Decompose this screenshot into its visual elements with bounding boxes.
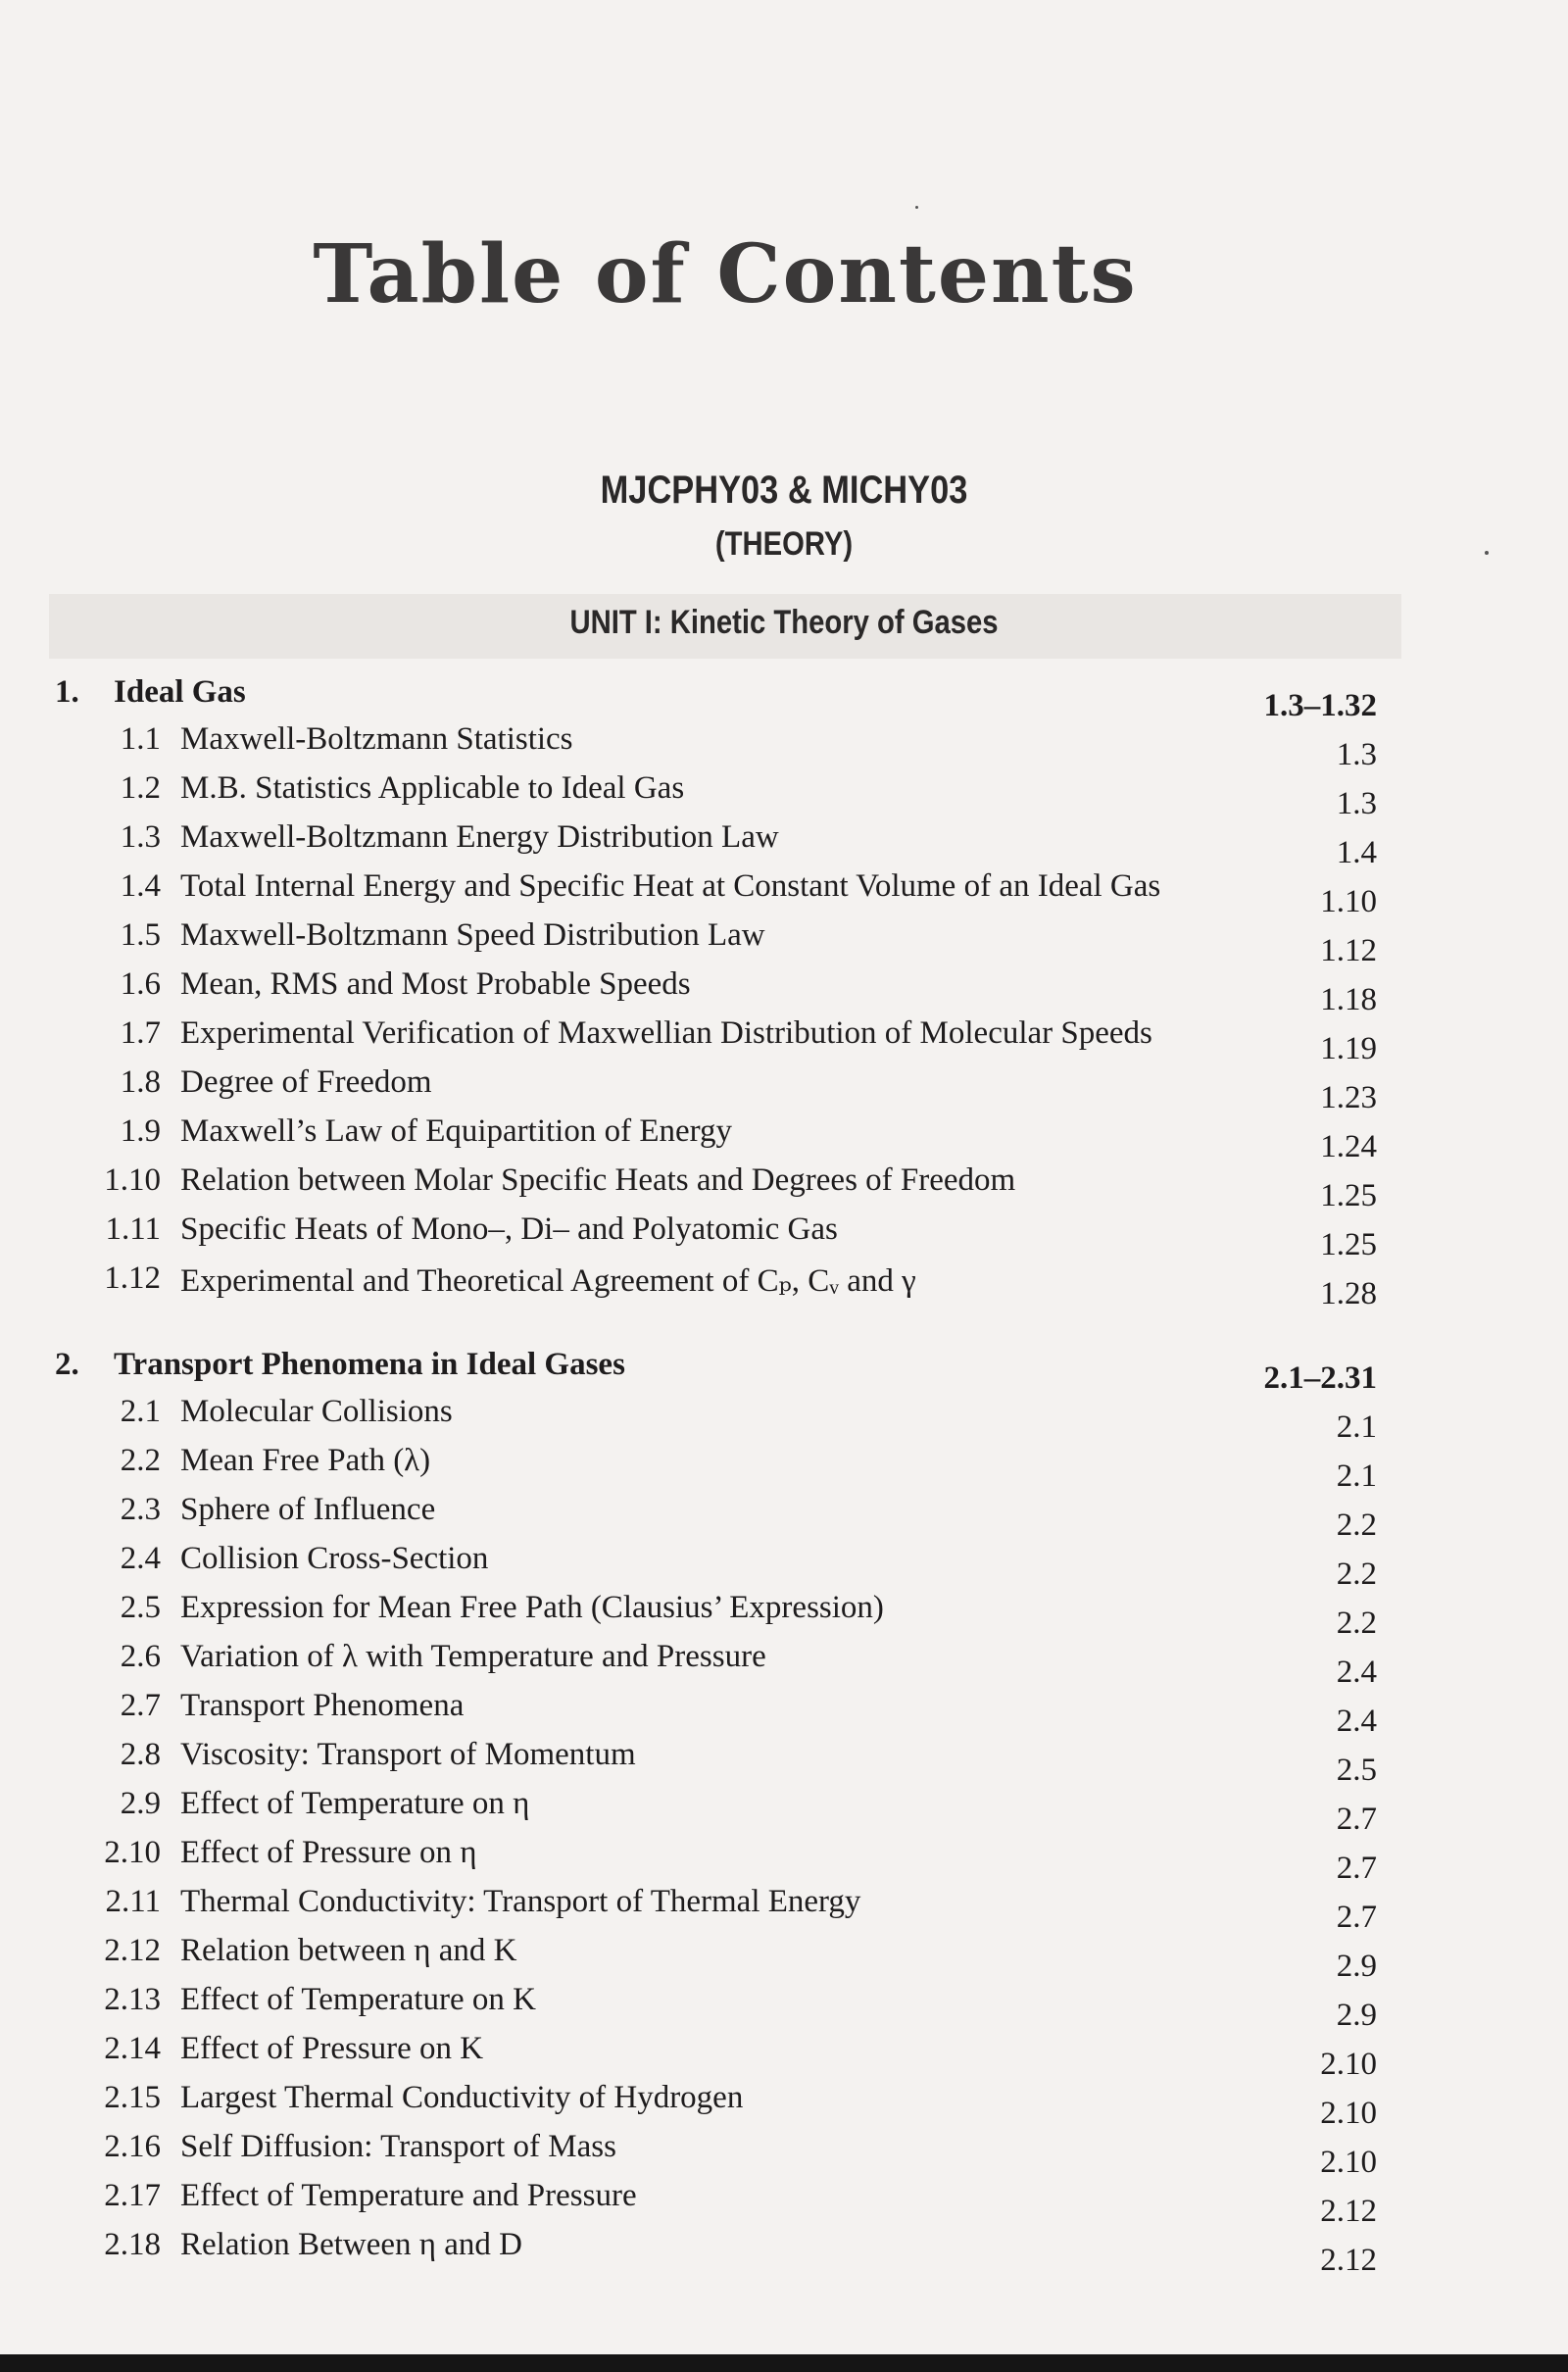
section-title: Effect of Temperature on η: [180, 1786, 530, 1821]
section-page: 2.2: [1336, 1606, 1377, 1641]
section-row: [0, 966, 1568, 1015]
section-title: Sphere of Influence: [180, 1492, 436, 1527]
section-number: 1.7: [120, 1015, 161, 1051]
chapter-page-range: 2.1–2.31: [1263, 1360, 1377, 1396]
section-row: [0, 868, 1568, 917]
section-page: 2.5: [1336, 1753, 1377, 1788]
page-bottom-edge: [0, 2354, 1568, 2372]
section-number: 1.6: [120, 966, 161, 1002]
section-row: [0, 2227, 1568, 2276]
section-row: [0, 1541, 1568, 1590]
section-row: [0, 1786, 1568, 1835]
chapter-title: Ideal Gas: [114, 674, 246, 710]
section-title: Maxwell’s Law of Equipartition of Energy: [180, 1113, 733, 1149]
section-number: 2.17: [104, 2178, 161, 2213]
section-number: 1.5: [120, 917, 161, 953]
section-title: Maxwell-Boltzmann Statistics: [180, 721, 573, 757]
section-page: 1.23: [1320, 1080, 1377, 1115]
section-title: Degree of Freedom: [180, 1064, 432, 1100]
chapter-page-range: 1.3–1.32: [1263, 688, 1377, 723]
section-title: Experimental Verification of Maxwellian Distribution of Molecular Speeds: [180, 1015, 1152, 1051]
course-type: (THEORY): [714, 525, 854, 563]
section-row: [0, 1884, 1568, 1933]
section-page: 2.10: [1320, 2047, 1377, 2082]
section-page: 1.3: [1336, 737, 1377, 772]
section-number: 2.5: [120, 1590, 161, 1625]
section-title: Maxwell-Boltzmann Energy Distribution Law: [180, 819, 779, 855]
section-row: [0, 1492, 1568, 1541]
section-number: 2.16: [104, 2129, 161, 2164]
section-title: Transport Phenomena: [180, 1688, 465, 1723]
section-row: [0, 819, 1568, 868]
section-title: Viscosity: Transport of Momentum: [180, 1737, 636, 1772]
section-page: 2.10: [1320, 2096, 1377, 2131]
section-number: 1.3: [120, 819, 161, 855]
section-row: [0, 1835, 1568, 1884]
section-title: Largest Thermal Conductivity of Hydrogen: [180, 2080, 744, 2115]
section-number: 1.4: [120, 868, 161, 904]
section-number: 1.10: [104, 1162, 161, 1198]
section-title: Experimental and Theoretical Agreement of Cₚ, Cᵥ and γ: [180, 1263, 916, 1299]
section-row: [0, 1113, 1568, 1162]
section-row: [0, 2178, 1568, 2227]
section-number: 2.9: [120, 1786, 161, 1821]
section-title: Relation between Molar Specific Heats and Degrees of Freedom: [180, 1162, 1016, 1198]
section-number: 1.11: [105, 1211, 161, 1247]
section-title: M.B. Statistics Applicable to Ideal Gas: [180, 770, 685, 806]
section-title: Relation Between η and D: [180, 2227, 522, 2262]
chapter-number: 2.: [55, 1347, 79, 1382]
section-page: 1.3: [1336, 786, 1377, 821]
section-page: 2.7: [1336, 1851, 1377, 1886]
section-page: 2.2: [1336, 1507, 1377, 1543]
section-row: [0, 1162, 1568, 1211]
section-title: Molecular Collisions: [180, 1394, 453, 1429]
section-number: 1.12: [104, 1260, 161, 1296]
section-title: Mean, RMS and Most Probable Speeds: [180, 966, 691, 1002]
chapter-row: [0, 1347, 1568, 1396]
section-title: Variation of λ with Temperature and Pressure: [180, 1639, 766, 1674]
chapter-number: 1.: [55, 674, 79, 710]
section-row: [0, 2129, 1568, 2178]
section-page: 1.25: [1320, 1227, 1377, 1262]
section-title: Mean Free Path (λ): [180, 1443, 431, 1478]
section-title: Collision Cross-Section: [180, 1541, 489, 1576]
section-number: 2.7: [120, 1688, 161, 1723]
section-title: Expression for Mean Free Path (Clausius’ Expression): [180, 1590, 884, 1625]
section-title: Specific Heats of Mono–, Di– and Polyatomic Gas: [180, 1211, 838, 1247]
section-page: 1.25: [1320, 1178, 1377, 1213]
section-title: Effect of Temperature on K: [180, 1982, 536, 2017]
section-page: 1.24: [1320, 1129, 1377, 1164]
section-title: Self Diffusion: Transport of Mass: [180, 2129, 616, 2164]
section-title: Effect of Pressure on η: [180, 1835, 477, 1870]
section-number: 2.11: [105, 1884, 161, 1919]
section-row: [0, 1639, 1568, 1688]
section-page: 2.4: [1336, 1655, 1377, 1690]
section-title: Total Internal Energy and Specific Heat at Constant Volume of an Ideal Gas: [180, 868, 1161, 904]
section-page: 2.12: [1320, 2194, 1377, 2229]
section-title: Relation between η and K: [180, 1933, 517, 1968]
section-row: [0, 1064, 1568, 1113]
paper-speck: [915, 206, 918, 209]
unit-heading: UNIT I: Kinetic Theory of Gases: [569, 604, 999, 641]
section-page: 2.9: [1336, 1949, 1377, 1984]
section-row: [0, 1688, 1568, 1737]
section-number: 2.2: [120, 1443, 161, 1478]
chapter-title: Transport Phenomena in Ideal Gases: [114, 1347, 625, 1382]
section-row: [0, 1443, 1568, 1492]
section-page: 2.1: [1336, 1409, 1377, 1445]
section-number: 1.1: [120, 721, 161, 757]
section-number: 2.15: [104, 2080, 161, 2115]
section-number: 2.13: [104, 1982, 161, 2017]
course-code: MJCPHY03 & MICHY03: [600, 469, 968, 512]
section-title: Effect of Pressure on K: [180, 2031, 484, 2066]
section-page: 2.12: [1320, 2243, 1377, 2278]
chapter-row: [0, 674, 1568, 723]
section-row: [0, 1211, 1568, 1260]
section-page: 2.1: [1336, 1458, 1377, 1494]
section-row: [0, 1982, 1568, 2031]
section-number: 2.12: [104, 1933, 161, 1968]
section-page: 1.19: [1320, 1031, 1377, 1066]
section-page: 2.7: [1336, 1802, 1377, 1837]
section-number: 2.3: [120, 1492, 161, 1527]
section-row: [0, 2080, 1568, 2129]
section-row: [0, 1737, 1568, 1786]
section-row: [0, 1590, 1568, 1639]
section-page: 2.2: [1336, 1557, 1377, 1592]
section-page: 1.18: [1320, 982, 1377, 1017]
section-row: [0, 1015, 1568, 1064]
page-title: Table of Contents: [313, 227, 1138, 321]
section-number: 2.6: [120, 1639, 161, 1674]
section-page: 1.10: [1320, 884, 1377, 919]
section-number: 1.9: [120, 1113, 161, 1149]
section-page: 2.7: [1336, 1900, 1377, 1935]
section-page: 2.9: [1336, 1998, 1377, 2033]
section-page: 1.12: [1320, 933, 1377, 968]
section-row: [0, 1394, 1568, 1443]
section-title: Maxwell-Boltzmann Speed Distribution Law: [180, 917, 765, 953]
section-number: 2.14: [104, 2031, 161, 2066]
section-number: 1.8: [120, 1064, 161, 1100]
section-page: 1.28: [1320, 1276, 1377, 1311]
section-row: [0, 1933, 1568, 1982]
section-row: [0, 770, 1568, 819]
section-row: [0, 721, 1568, 770]
section-row: [0, 2031, 1568, 2080]
section-title: Thermal Conductivity: Transport of Thermal Energy: [180, 1884, 861, 1919]
section-number: 2.10: [104, 1835, 161, 1870]
section-title: Effect of Temperature and Pressure: [180, 2178, 637, 2213]
paper-speck: [1485, 551, 1489, 555]
section-row: [0, 917, 1568, 966]
section-number: 2.8: [120, 1737, 161, 1772]
section-page: 2.4: [1336, 1704, 1377, 1739]
section-page: 2.10: [1320, 2145, 1377, 2180]
section-page: 1.4: [1336, 835, 1377, 870]
section-number: 2.18: [104, 2227, 161, 2262]
section-row: [0, 1260, 1568, 1310]
section-number: 1.2: [120, 770, 161, 806]
section-number: 2.1: [120, 1394, 161, 1429]
section-number: 2.4: [120, 1541, 161, 1576]
